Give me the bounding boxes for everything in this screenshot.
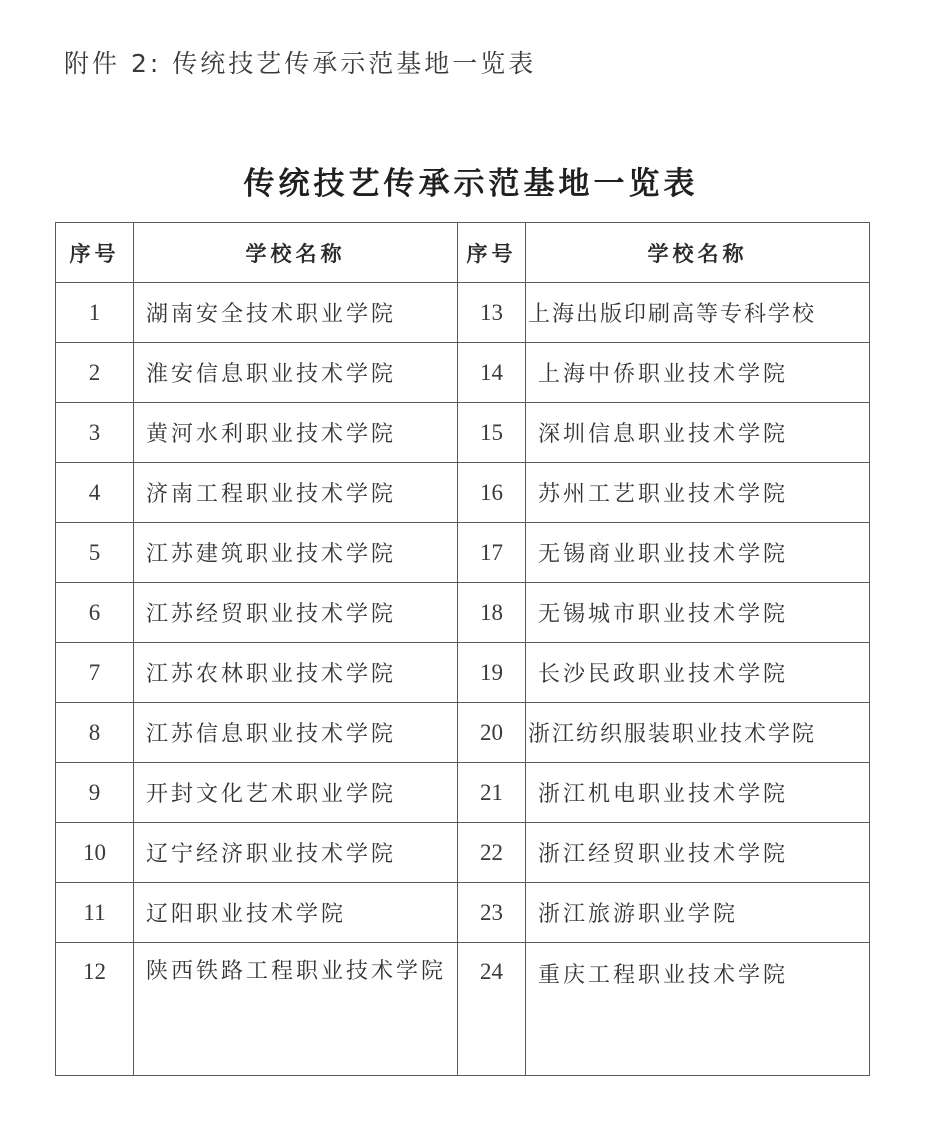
row-number-right: 23	[458, 883, 526, 943]
row-number-right: 18	[458, 583, 526, 643]
row-number-right: 19	[458, 643, 526, 703]
table-row	[56, 763, 870, 823]
demonstration-base-table	[55, 222, 870, 1076]
school-name-right: 浙江旅游职业学院	[526, 883, 870, 943]
row-number-left: 11	[56, 883, 134, 943]
row-number-left: 5	[56, 523, 134, 583]
row-number-left: 10	[56, 823, 134, 883]
header-index-right: 序号	[458, 223, 526, 283]
row-number-left: 1	[56, 283, 134, 343]
school-name-left: 济南工程职业技术学院	[134, 463, 458, 523]
row-number-right: 15	[458, 403, 526, 463]
table-row	[56, 583, 870, 643]
school-name-right: 浙江经贸职业技术学院	[526, 823, 870, 883]
school-name-left: 江苏信息职业技术学院	[134, 703, 458, 763]
school-name-left: 辽宁经济职业技术学院	[134, 823, 458, 883]
row-number-left: 2	[56, 343, 134, 403]
table-header-row	[56, 223, 870, 283]
table-row	[56, 943, 870, 1076]
table-row	[56, 643, 870, 703]
row-number-left: 12	[56, 943, 134, 1076]
row-number-right: 24	[458, 943, 526, 1076]
school-name-right: 浙江机电职业技术学院	[526, 763, 870, 823]
row-number-right: 16	[458, 463, 526, 523]
row-number-left: 4	[56, 463, 134, 523]
school-name-right: 浙江纺织服装职业技术学院	[526, 703, 870, 763]
table-row	[56, 283, 870, 343]
school-name-left: 陕西铁路工程职业技术学院	[134, 943, 458, 1076]
table-row	[56, 523, 870, 583]
header-index-left: 序号	[56, 223, 134, 283]
row-number-right: 20	[458, 703, 526, 763]
school-name-right: 无锡城市职业技术学院	[526, 583, 870, 643]
school-name-right: 长沙民政职业技术学院	[526, 643, 870, 703]
school-name-right: 深圳信息职业技术学院	[526, 403, 870, 463]
school-name-left: 辽阳职业技术学院	[134, 883, 458, 943]
header-school-name-right: 学校名称	[526, 223, 870, 283]
school-name-left: 淮安信息职业技术学院	[134, 343, 458, 403]
row-number-right: 17	[458, 523, 526, 583]
school-name-right: 重庆工程职业技术学院	[526, 943, 870, 1076]
school-name-left: 江苏建筑职业技术学院	[134, 523, 458, 583]
school-name-right: 上海中侨职业技术学院	[526, 343, 870, 403]
document-title: 传统技艺传承示范基地一览表	[243, 166, 699, 202]
school-name-left: 开封文化艺术职业学院	[134, 763, 458, 823]
header-school-name-left: 学校名称	[134, 223, 458, 283]
row-number-right: 21	[458, 763, 526, 823]
table-row	[56, 703, 870, 763]
table-row	[56, 823, 870, 883]
school-name-right: 上海出版印刷高等专科学校	[526, 283, 870, 343]
school-name-left: 黄河水利职业技术学院	[134, 403, 458, 463]
row-number-right: 13	[458, 283, 526, 343]
row-number-left: 7	[56, 643, 134, 703]
school-name-left: 江苏农林职业技术学院	[134, 643, 458, 703]
school-name-left: 江苏经贸职业技术学院	[134, 583, 458, 643]
row-number-right: 14	[458, 343, 526, 403]
school-name-left: 湖南安全技术职业学院	[134, 283, 458, 343]
row-number-right: 22	[458, 823, 526, 883]
row-number-left: 6	[56, 583, 134, 643]
school-name-right: 苏州工艺职业技术学院	[526, 463, 870, 523]
table-row	[56, 403, 870, 463]
attachment-label: 附件 2: 传统技艺传承示范基地一览表	[64, 49, 537, 78]
table-row	[56, 883, 870, 943]
row-number-left: 8	[56, 703, 134, 763]
table-row	[56, 463, 870, 523]
table-row	[56, 343, 870, 403]
school-name-right: 无锡商业职业技术学院	[526, 523, 870, 583]
row-number-left: 3	[56, 403, 134, 463]
row-number-left: 9	[56, 763, 134, 823]
